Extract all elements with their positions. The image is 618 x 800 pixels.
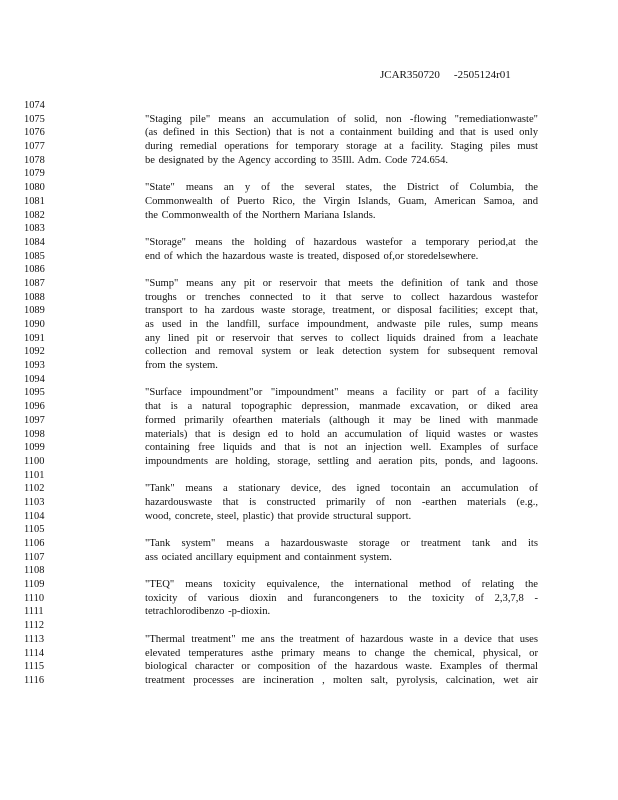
line-number: 1095 [24, 387, 45, 399]
text-line: biological character or composition of the hazardous waste. Examples of thermal [145, 661, 538, 673]
line-number: 1090 [24, 319, 45, 330]
text-line: any lined pit or reservoir that serves to collect liquids drained from a leachate [145, 332, 538, 344]
text-line: collection and removal system or leak detection system for subsequent removal [145, 346, 538, 358]
line-number: 1082 [24, 209, 45, 221]
text-line: "Thermal treatment" me ans the treatment of hazardous waste in a device that uses [145, 633, 538, 645]
text-line: wood, concrete, steel, plastic) that provide structural support. [145, 510, 412, 522]
body-text-column [145, 99, 538, 688]
text-line [145, 99, 538, 113]
text-line: toxicity of various dioxin and furancongeners to the toxicity of 2,3,7,8 - [145, 592, 538, 604]
line-number: 1111 [24, 606, 44, 618]
text-line: "Staging pile" means an accumulation of solid, non -flowing "remediationwaste" [145, 113, 538, 125]
line-number: 1115 [24, 661, 45, 673]
text-line: from the system. [145, 360, 218, 372]
text-line: materials) that is design ed to hold an accumulation of liquid wastes or wastes [145, 428, 538, 440]
line-number: 1098 [24, 428, 45, 440]
text-line [145, 167, 538, 181]
text-line [145, 564, 538, 578]
text-line: impoundments are holding, storage, settling and aeration pits, ponds, and lagoons. [145, 455, 538, 467]
line-number: 1108 [24, 565, 45, 577]
line-number: 1107 [24, 551, 45, 563]
text-line: "Sump" means any pit or reservoir that meets the definition of tank and those [145, 277, 538, 289]
line-number: 1093 [24, 360, 45, 372]
line-number: 1116 [24, 674, 45, 686]
text-line [145, 619, 538, 633]
line-number: 1076 [24, 127, 45, 139]
text-line: treatment processes are incineration , molten salt, pyrolysis, calcination, wet air [145, 674, 538, 686]
line-number: 1105 [24, 524, 45, 536]
text-line: "TEQ" means toxicity equivalence, the international method of relating the [145, 579, 538, 591]
line-number: 1091 [24, 332, 45, 344]
text-line: that is a natural topographic depression, manmade excavation, or diked area [145, 401, 538, 413]
line-number: 1103 [24, 496, 45, 508]
line-number: 1094 [24, 373, 45, 385]
line-number: 1097 [24, 414, 45, 426]
text-line: Commonwealth of Puerto Rico, the Virgin Islands, Guam, American Samoa, and [145, 195, 538, 207]
text-line: "Storage" means the holding of hazardous wastefor a temporary period,at the [145, 236, 538, 248]
line-number: 1086 [24, 264, 45, 276]
text-line: transport to ha zardous waste storage, treatment, or disposal facilities; except that, [145, 305, 538, 317]
line-number: 1085 [24, 250, 45, 262]
text-line [145, 469, 538, 483]
line-number: 1114 [24, 647, 45, 659]
line-number: 1074 [24, 100, 45, 111]
line-number: 1109 [24, 579, 45, 591]
line-number: 1081 [24, 195, 45, 207]
line-number: 1110 [24, 592, 45, 604]
text-line: "Tank system" means a hazardouswaste storage or treatment tank and its [145, 538, 538, 549]
line-number: 1084 [24, 236, 45, 248]
text-line: tetrachlorodibenzo -p-dioxin. [145, 606, 271, 618]
line-number: 1099 [24, 442, 45, 454]
line-number: 1075 [24, 113, 45, 125]
text-line: troughs or trenches connected to it that serve to collect hazardous wastefor [145, 291, 538, 303]
line-number: 1079 [24, 168, 45, 180]
line-number: 1112 [24, 620, 45, 632]
text-line: containing free liquids and that is not an injection well. Examples of surface [145, 442, 538, 454]
line-number: 1092 [24, 346, 45, 358]
text-line: "Tank" means a stationary device, des igned tocontain an accumulation of [145, 483, 538, 495]
line-number: 1101 [24, 469, 45, 481]
text-line: be designated by the Agency according to 35Ill. Adm. Code 724.654. [145, 154, 449, 166]
text-line: hazardouswaste that is constructed primarily of non -earthen materials (e.g., [145, 496, 538, 508]
line-number: 1083 [24, 223, 45, 235]
text-line: elevated temperatures asthe primary means to change the chemical, physical, or [145, 647, 538, 659]
text-line [145, 222, 538, 236]
line-number: 1106 [24, 538, 45, 549]
text-line: "Surface impoundment"or "impoundment" means a facility or part of a facility [145, 387, 538, 399]
doc-code: JCAR350720 [380, 69, 440, 81]
line-number: 1080 [24, 182, 45, 194]
text-line: during remedial operations for temporary storage at a facility. Staging piles must [145, 141, 538, 153]
line-number: 1100 [24, 455, 45, 467]
doc-number: -2505124r01 [453, 69, 511, 81]
line-number: 1102 [24, 483, 45, 495]
text-line: formed primarily ofearthen materials (although it may be lined with manmade [145, 414, 538, 426]
line-number: 1077 [24, 141, 45, 153]
text-line: as used in the landfill, surface impoundment, andwaste pile rules, sump means [145, 319, 538, 330]
text-line [145, 263, 538, 277]
text-line: the Commonwealth of the Northern Mariana Islands. [145, 209, 376, 221]
line-number: 1089 [24, 305, 45, 317]
text-line [145, 373, 538, 387]
document-header [380, 69, 511, 81]
line-number: 1113 [24, 633, 45, 645]
line-number: 1088 [24, 291, 45, 303]
line-number: 1087 [24, 277, 45, 289]
text-line: (as defined in this Section) that is not a containment building and that is used only [145, 127, 538, 139]
text-line: ass ociated ancillary equipment and containment system. [145, 551, 392, 563]
text-line: end of which the hazardous waste is treated, disposed of,or storedelsewhere. [145, 250, 479, 262]
line-number: 1078 [24, 154, 45, 166]
line-number: 1096 [24, 401, 45, 413]
line-number-column [24, 99, 64, 688]
text-line: "State" means an y of the several states, the District of Columbia, the [145, 182, 538, 194]
line-number: 1104 [24, 510, 45, 522]
text-line [145, 523, 538, 537]
